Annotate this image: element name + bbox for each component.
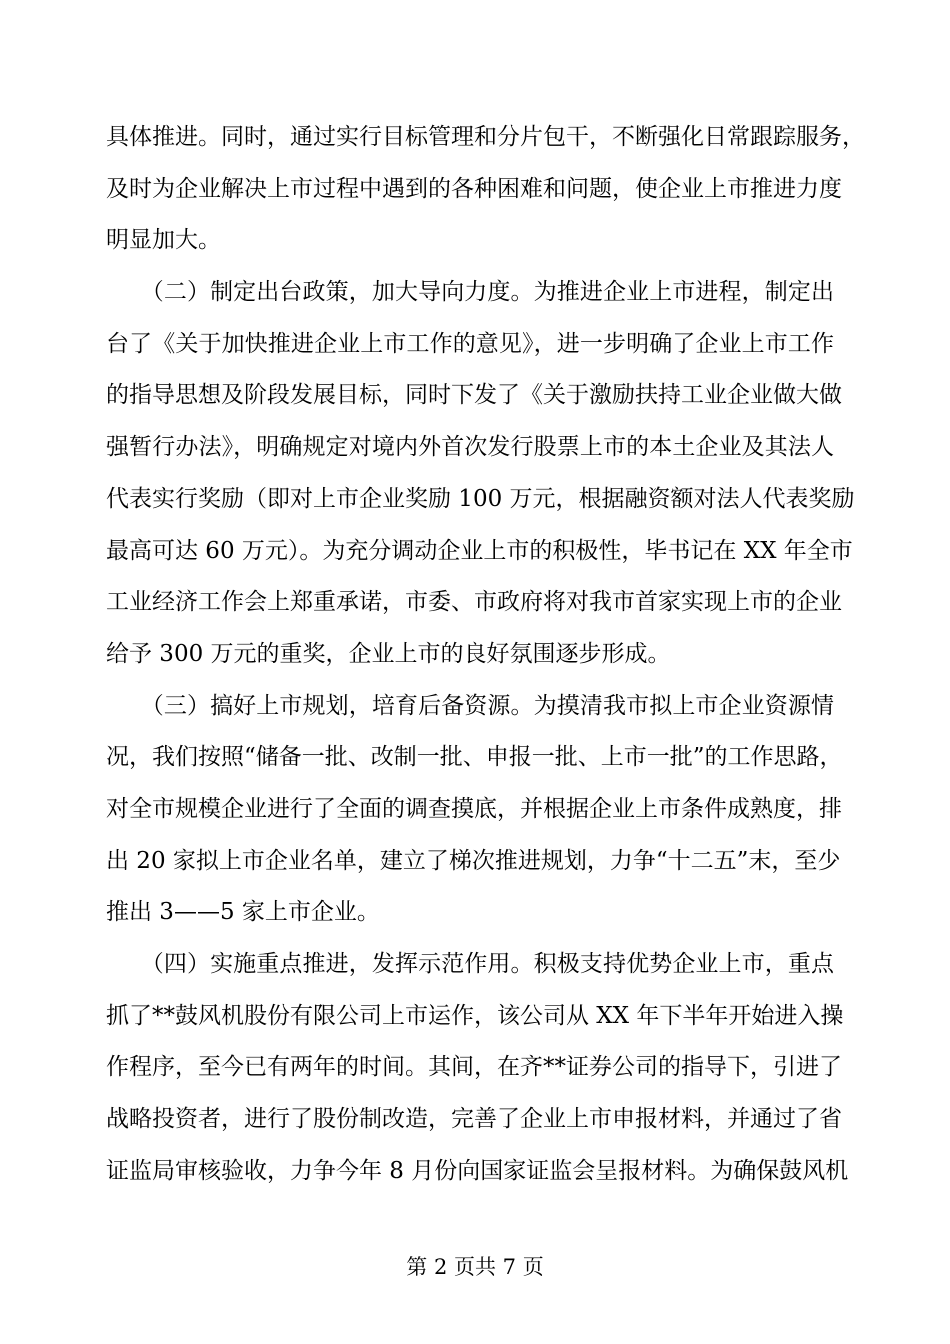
paragraph xyxy=(106,267,855,681)
text-line: 况，我们按照“储备一批、改制一批、申报一批、上市一批”的工作思路， xyxy=(106,744,843,771)
text-line: （二）制定出台政策，加大导向力度。为推进企业上市进程，制定出 xyxy=(106,279,834,306)
text-line: （三）搞好上市规划，培育后备资源。为摸清我市拟上市企业资源情 xyxy=(106,692,834,719)
text-line: 明显加大。 xyxy=(106,227,221,254)
paragraph xyxy=(106,939,849,1197)
text-line: 给予 300 万元的重奖，企业上市的良好氛围逐步形成。 xyxy=(106,640,671,667)
text-line: 对全市规模企业进行了全面的调查摸底，并根据企业上市条件成熟度，排 xyxy=(106,795,842,822)
text-line: 最高可达 60 万元）。为充分调动企业上市的积极性，毕书记在 XX 年全市 xyxy=(106,537,853,564)
text-line: 具体推进。同时，通过实行目标管理和分片包干，不断强化日常跟踪服务， xyxy=(106,124,865,150)
paragraph xyxy=(106,681,843,939)
text-line: 出 20 家拟上市企业名单，建立了梯次推进规划，力争“十二五”末，至少 xyxy=(106,847,841,874)
paragraph xyxy=(106,112,865,267)
text-line: 抓了**鼓风机股份有限公司上市运作，该公司从 XX 年下半年开始进入操 xyxy=(106,1002,844,1029)
text-line: 代表实行奖励（即对上市企业奖励 100 万元，根据融资额对法人代表奖励 xyxy=(106,485,855,512)
page-number: 第 2 页共 7 页 xyxy=(406,1255,544,1279)
text-line: 作程序，至今已有两年的时间。其间，在齐**证券公司的指导下，引进了 xyxy=(106,1054,842,1081)
text-line: 及时为企业解决上市过程中遇到的各种困难和问题，使企业上市推进力度 xyxy=(106,175,842,202)
text-line: 强暂行办法》，明确规定对境内外首次发行股票上市的本土企业及其法人 xyxy=(106,434,834,461)
text-line: 台了《关于加快推进企业上市工作的意见》，进一步明确了企业上市工作 xyxy=(106,330,834,357)
document-body xyxy=(106,112,865,1197)
text-line: 证监局审核验收，力争今年 8 月份向国家证监会呈报材料。为确保鼓风机 xyxy=(106,1157,849,1184)
text-line: 的指导思想及阶段发展目标，同时下发了《关于激励扶持工业企业做大做 xyxy=(106,382,842,409)
text-line: 战略投资者，进行了股份制改造，完善了企业上市申报材料，并通过了省 xyxy=(106,1106,842,1133)
text-line: 工业经济工作会上郑重承诺，市委、市政府将对我市首家实现上市的企业 xyxy=(106,589,842,616)
text-line: 推出 3——5 家上市企业。 xyxy=(106,899,380,926)
text-line: （四）实施重点推进，发挥示范作用。积极支持优势企业上市，重点 xyxy=(106,951,834,977)
